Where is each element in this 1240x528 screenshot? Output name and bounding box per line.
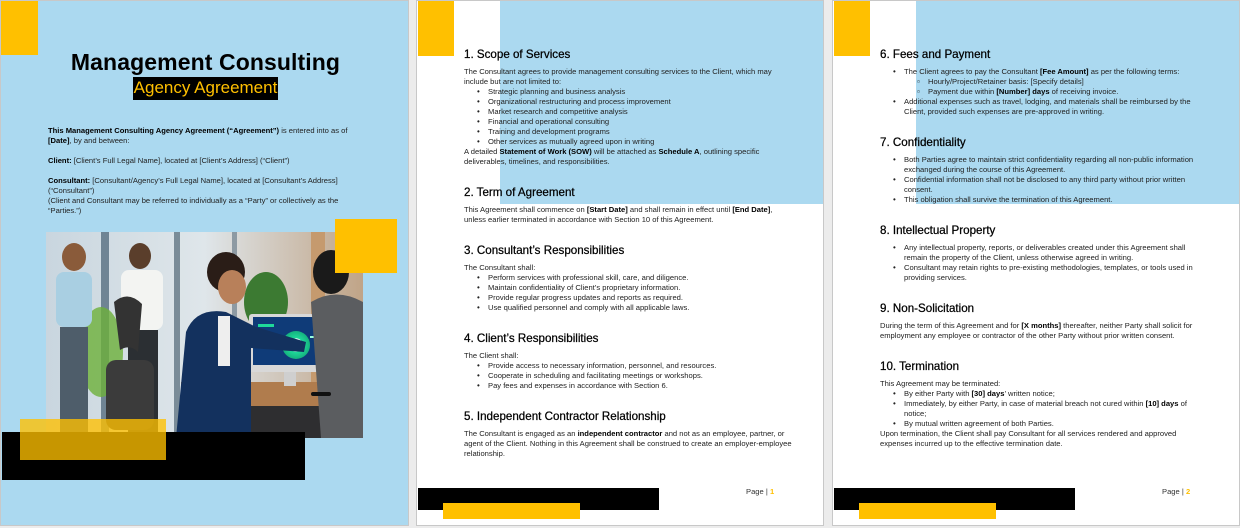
client-details: [Client’s Full Legal Name], located at [Client’s Address] (“Client”) xyxy=(71,156,290,165)
list-item: • Provide access to necessary information, personnel, and resources. xyxy=(464,361,794,371)
section-fees-and-payment xyxy=(880,48,1210,117)
section-heading: 8. Intellectual Property xyxy=(880,224,996,237)
confidentiality-list xyxy=(880,155,1210,205)
section-confidentiality xyxy=(880,136,1210,205)
page-1-content xyxy=(464,48,794,478)
list-item: • Consultant may retain rights to pre-existing methodologies, templates, or tools used in providing services. xyxy=(880,263,1210,283)
list-item: • Provide regular progress updates and reports as required. xyxy=(464,293,794,303)
page-number: Page | 2 xyxy=(1162,487,1191,496)
page-2-content xyxy=(880,48,1210,468)
section-termination xyxy=(880,360,1210,449)
section-heading: 4. Client’s Responsibilities xyxy=(464,332,599,345)
list-item: • Additional expenses such as travel, lodging, and materials shall be reimbursed by the Client, provided such expenses are pre-approved in writing. xyxy=(880,97,1210,117)
list-item: • Pay fees and expenses in accordance with Section 6. xyxy=(464,381,794,391)
list-item: • Financial and operational consulting xyxy=(464,117,794,127)
date-placeholder: [Date] xyxy=(48,136,70,145)
section-heading: 7. Confidentiality xyxy=(880,136,966,149)
responsibilities-list xyxy=(464,273,794,313)
parties-note: (Client and Consultant may be referred to individually as a “Party” or collectively as the “Parties.”) xyxy=(48,196,339,215)
footer-yellow-bar xyxy=(20,419,166,460)
list-item: • Any intellectual property, reports, or deliverables created under this Agreement shall remain the property of the Client, unless otherwise agreed in writing. xyxy=(880,243,1210,263)
footer-yellow-bar xyxy=(443,503,580,519)
list-item: • Market research and competitive analysis xyxy=(464,107,794,117)
list-item: • Training and development programs xyxy=(464,127,794,137)
corner-accent-block xyxy=(1,1,38,55)
document-page-1 xyxy=(416,0,824,526)
footer-yellow-bar xyxy=(859,503,996,519)
list-item: • Use qualified personnel and comply with all applicable laws. xyxy=(464,303,794,313)
section-text: The Consultant is engaged as an independent contractor and not as an employee, partner, or agent of the Client. Nothing in this Agreement shall be construed to create an employer-employee relationship. xyxy=(464,429,792,458)
list-item: • By either Party with [30] days’ written notice; xyxy=(880,389,1210,399)
section-heading: 6. Fees and Payment xyxy=(880,48,991,61)
section-non-solicitation xyxy=(880,302,1210,341)
section-heading: 10. Termination xyxy=(880,360,960,373)
section-text: During the term of this Agreement and for [X months] thereafter, neither Party shall solicit for employment any employee or contractor of the other Party without prior written consent. xyxy=(880,321,1193,340)
intro-text: is entered into as of xyxy=(279,126,348,135)
section-heading: 1. Scope of Services xyxy=(464,48,571,61)
agreement-name: This Management Consulting Agency Agreement (“Agreement”) xyxy=(48,126,280,135)
fees-list xyxy=(880,67,1210,77)
section-text: A detailed Statement of Work (SOW) will be attached as Schedule A, outlining specific deliverables, timelines, and responsibilities. xyxy=(464,147,760,166)
section-text: The Consultant shall: xyxy=(464,263,536,272)
photo-illustration xyxy=(46,232,363,438)
services-list xyxy=(464,87,794,147)
section-text: The Client shall: xyxy=(464,351,519,360)
list-item: • Immediately, by either Party, in case of material breach not cured within [10] days of notice; xyxy=(880,399,1210,419)
photo-accent-block xyxy=(335,219,397,273)
client-label: Client: xyxy=(48,156,72,165)
ip-list xyxy=(880,243,1210,283)
list-item: • Organizational restructuring and process improvement xyxy=(464,97,794,107)
section-text: Upon termination, the Client shall pay Consultant for all services rendered and approved expenses incurred up to the effective termination date. xyxy=(880,429,1177,448)
section-scope-of-services xyxy=(464,48,794,167)
list-item: • Cooperate in scheduling and facilitating meetings or workshops. xyxy=(464,371,794,381)
section-heading: 3. Consultant’s Responsibilities xyxy=(464,244,625,257)
section-text: The Consultant agrees to provide management consulting services to the Client, which may include but are not limited to: xyxy=(464,67,772,86)
document-page-2 xyxy=(832,0,1240,526)
page-number: Page | 1 xyxy=(746,487,775,496)
cover-intro xyxy=(48,126,363,226)
list-item: • The Client agrees to pay the Consultant [Fee Amount] as per the following terms: xyxy=(880,67,1210,77)
section-text: This Agreement may be terminated: xyxy=(880,379,1001,388)
section-heading: 2. Term of Agreement xyxy=(464,186,575,199)
consultant-label: Consultant: xyxy=(48,176,91,185)
consultant-details: [Consultant/Agency’s Full Legal Name], located at [Consultant’s Address] (“Consultant”) xyxy=(48,176,338,195)
list-item: • Perform services with professional skill, care, and diligence. xyxy=(464,273,794,283)
section-heading: 9. Non-Solicitation xyxy=(880,302,975,315)
list-item: • Strategic planning and business analysis xyxy=(464,87,794,97)
intro-text: , by and between: xyxy=(69,136,130,145)
fees-list xyxy=(880,97,1210,117)
list-item: • This obligation shall survive the termination of this Agreement. xyxy=(880,195,1210,205)
list-item: • By mutual written agreement of both Parties. xyxy=(880,419,1210,429)
corner-accent-block xyxy=(834,1,870,56)
fees-sublist xyxy=(880,77,1210,97)
list-item: • Other services as mutually agreed upon in writing xyxy=(464,137,794,147)
cover-title: Management Consulting xyxy=(70,49,341,75)
section-consultant-responsibilities xyxy=(464,244,794,313)
sub-list-item: ▫ Hourly/Project/Retainer basis: [Specify details] xyxy=(880,77,1210,87)
section-text: This Agreement shall commence on [Start Date] and shall remain in effect until [End Date], unless earlier terminated in accordance with Section 10 of this Agreement. xyxy=(464,205,773,224)
responsibilities-list xyxy=(464,361,794,391)
section-heading: 5. Independent Contractor Relationship xyxy=(464,410,666,423)
list-item: • Maintain confidentiality of Client’s proprietary information. xyxy=(464,283,794,293)
section-term-of-agreement xyxy=(464,186,794,225)
office-team-photo xyxy=(46,232,363,438)
list-item: • Both Parties agree to maintain strict confidentiality regarding all non-public information exchanged during the course of this Agreement. xyxy=(880,155,1210,175)
termination-list xyxy=(880,389,1210,429)
cover-page xyxy=(0,0,409,526)
section-independent-contractor xyxy=(464,410,794,459)
list-item: • Confidential information shall not be disclosed to any third party without prior written consent. xyxy=(880,175,1210,195)
sub-list-item: ▫ Payment due within [Number] days of receiving invoice. xyxy=(880,87,1210,97)
cover-subtitle: Agency Agreement xyxy=(133,77,279,100)
section-intellectual-property xyxy=(880,224,1210,283)
corner-accent-block xyxy=(418,1,454,56)
section-client-responsibilities xyxy=(464,332,794,391)
